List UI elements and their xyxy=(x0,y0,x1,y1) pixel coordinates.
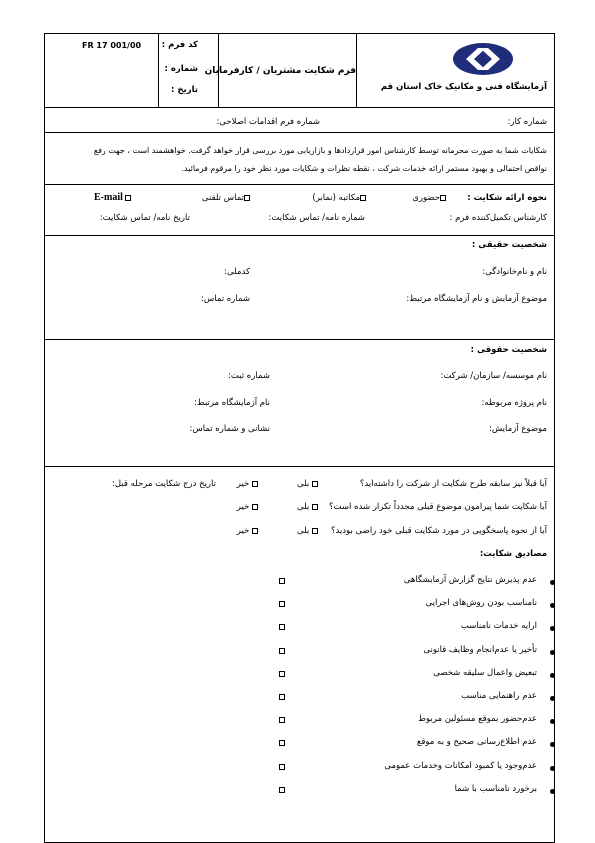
bullet-icon xyxy=(550,789,555,794)
checkbox-icon[interactable] xyxy=(312,504,318,510)
instance-item-label: عدم‌وجود یا کمبود امکانات وخدمات عمومی xyxy=(384,760,537,771)
lab-logo-icon xyxy=(452,42,514,76)
company-field[interactable]: نام موسسه/ سازمان/ شرکت: xyxy=(440,371,547,381)
instance-item-label: عدم راهنمایی مناسب xyxy=(461,691,537,701)
checkbox-icon[interactable] xyxy=(252,481,258,487)
instance-checkbox-icon[interactable] xyxy=(279,624,285,630)
bullet-icon xyxy=(550,673,555,678)
checkbox-icon[interactable] xyxy=(360,195,366,201)
prev-complaint-date-field[interactable]: تاریخ درج شکایت مرحله قبل: xyxy=(111,479,216,489)
question-1: آیا قبلاً نیز سابقه طرح شکایت از شرکت را داشته‌اید؟ xyxy=(359,479,547,489)
checkbox-icon[interactable] xyxy=(440,195,446,201)
divider xyxy=(45,466,554,467)
instance-checkbox-icon[interactable] xyxy=(279,717,285,723)
notice-line-2: نواقص احتمالی و بهبود مستمر ارائه خدمات شرکت ، نقطه نظرات و شکایات مورد نظر خود را مرقوم فرمائید. xyxy=(181,164,547,173)
address-field[interactable]: نشانی و شماره تماس: xyxy=(189,424,270,434)
letter-date-field[interactable]: تاریخ نامه/ تماس شکایت: xyxy=(99,213,190,223)
checkbox-icon[interactable] xyxy=(252,504,258,510)
natural-test-subject-field[interactable]: موضوع آزمایش و نام آزمایشگاه مرتبط: xyxy=(406,294,547,304)
instance-checkbox-icon[interactable] xyxy=(279,601,285,607)
checkbox-icon[interactable] xyxy=(312,481,318,487)
checkbox-icon[interactable] xyxy=(312,528,318,534)
bullet-icon xyxy=(550,696,555,701)
number-label: شماره : xyxy=(164,64,198,74)
instance-checkbox-icon[interactable] xyxy=(279,787,285,793)
divider xyxy=(45,132,554,133)
lab-name: آزمایشگاه فنی و مکانیک خاک استان قم xyxy=(380,82,547,92)
instance-item-label: عدم‌حضور بموقع مسئولین مربوط xyxy=(418,714,537,725)
method-option-phone[interactable]: تماس تلفنی xyxy=(180,193,250,204)
notice-line-1: شکایات شما به صورت محرمانه توسط کارشناس امور قراردادها و بازاریابی مورد بررسی قرار خواهد گرفت. خواهشمند است ، جهت رفع xyxy=(93,146,547,155)
q2-yes[interactable]: بلی xyxy=(284,502,318,513)
instance-checkbox-icon[interactable] xyxy=(279,648,285,654)
national-code-field[interactable]: کدملی: xyxy=(224,267,250,277)
instance-item-label: ارایه خدمات نامناسب xyxy=(460,621,537,632)
instance-checkbox-icon[interactable] xyxy=(279,671,285,677)
bullet-icon xyxy=(550,580,555,585)
instance-item-label: برخورد نامناسب با شما xyxy=(454,783,537,794)
divider xyxy=(45,107,554,108)
checkbox-icon[interactable] xyxy=(244,195,250,201)
legal-person-title: شخصیت حقوقی : xyxy=(470,345,547,355)
natural-phone-field[interactable]: شماره تماس: xyxy=(201,294,250,304)
legal-test-subject-field[interactable]: موضوع آزمایش: xyxy=(488,424,547,434)
expert-label: کارشناس تکمیل‌کننده فرم : xyxy=(449,213,547,223)
method-option-in-person[interactable]: حضوری xyxy=(396,193,446,204)
bullet-icon xyxy=(550,650,555,655)
related-lab-field[interactable]: نام آزمایشگاه مرتبط: xyxy=(193,398,270,408)
q3-no[interactable]: خیر xyxy=(224,526,258,537)
method-option-email[interactable]: E-mail xyxy=(94,192,131,203)
job-number-field[interactable]: شماره کار: xyxy=(507,117,547,127)
natural-name-field[interactable]: نام و نام‌خانوادگی: xyxy=(482,267,547,277)
divider xyxy=(45,235,554,236)
form-code-label: کد فرم : xyxy=(161,40,198,50)
registration-field[interactable]: شماره ثبت: xyxy=(227,371,270,381)
bullet-icon xyxy=(550,766,555,771)
instance-checkbox-icon[interactable] xyxy=(279,578,285,584)
instance-item-label: تبعیض واعمال سلیقه شخصی xyxy=(433,667,537,678)
form-code-value: FR 17 001/00 xyxy=(82,41,142,50)
project-field[interactable]: نام پروژه مربوطه: xyxy=(481,398,547,408)
checkbox-icon[interactable] xyxy=(252,528,258,534)
instance-checkbox-icon[interactable] xyxy=(279,694,285,700)
q1-no[interactable]: خیر xyxy=(224,479,258,490)
q3-yes[interactable]: بلی xyxy=(284,526,318,537)
instance-item-label: تأخیر یا عدم‌انجام وظایف قانونی xyxy=(423,644,537,655)
method-label: نحوه ارائه شکایت : xyxy=(467,193,547,203)
q2-no[interactable]: خیر xyxy=(224,502,258,513)
letter-number-field[interactable]: شماره نامه/ تماس شکایت: xyxy=(268,213,365,223)
checkbox-icon[interactable] xyxy=(125,195,131,201)
form-title: فرم شکایت مشتریان / کارفرمایان xyxy=(204,66,356,76)
divider xyxy=(356,34,357,107)
question-3: آیا از نحوه پاسخگویی در مورد شکایت قبلی خود راضی بودید؟ xyxy=(330,526,547,536)
divider xyxy=(45,184,554,185)
instance-checkbox-icon[interactable] xyxy=(279,764,285,770)
instance-item-label: نامناسب بودن روش‌های اجرایی xyxy=(425,598,537,609)
date-label: تاریخ : xyxy=(171,85,198,95)
method-option-letter-fax[interactable]: مکاتبه (نمابر) xyxy=(296,193,366,204)
corrective-form-number-field[interactable]: شماره فرم اقدامات اصلاحی: xyxy=(216,117,320,127)
instances-title: مصادیق شکایت: xyxy=(479,549,547,559)
divider xyxy=(45,339,554,340)
natural-person-title: شخصیت حقیقی : xyxy=(471,240,547,250)
question-2: آیا شکایت شما پیرامون موضوع قبلی مجدداً تکرار شده است؟ xyxy=(329,502,547,512)
instance-item-label: عدم اطلاع‌رسانی صحیح و به موقع xyxy=(416,737,537,748)
instance-checkbox-icon[interactable] xyxy=(279,740,285,746)
instance-item-label: عدم پذیرش نتایج گزارش آزمایشگاهی xyxy=(403,575,537,585)
q1-yes[interactable]: بلی xyxy=(284,479,318,490)
